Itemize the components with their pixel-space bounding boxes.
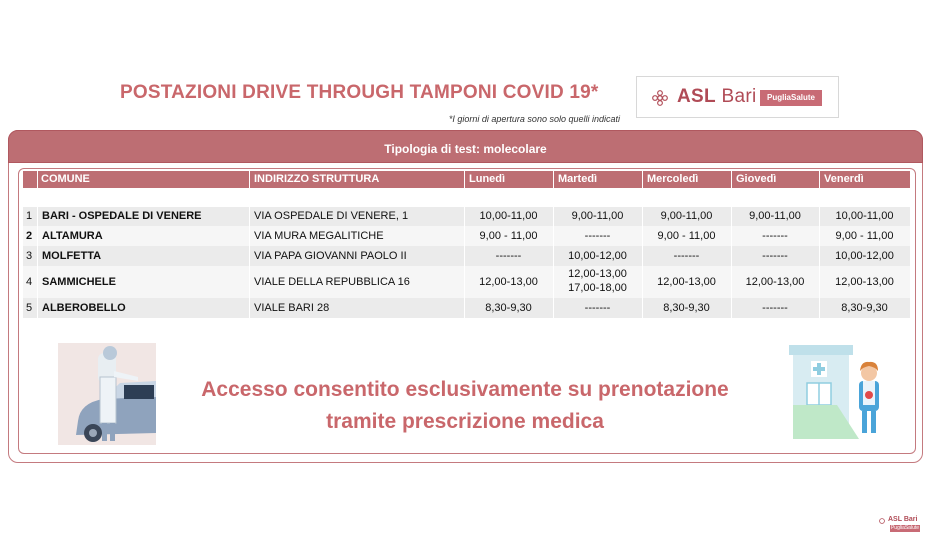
booking-notice: [160, 374, 770, 438]
col-comune: COMUNE: [41, 173, 90, 185]
column-divider: [642, 171, 643, 318]
column-divider: [249, 171, 250, 318]
table-row: 5 ALBEROBELLO VIALE BARI 28 8,30-9,30 ------- 8,30-9,30 ------- 8,30-9,30: [23, 298, 910, 318]
logo-tag: PugliaSalute: [760, 90, 822, 106]
table-row: 3 MOLFETTA VIA PAPA GIOVANNI PAOLO II ------- 10,00-12,00 ------- ------- 10,00-12,00: [23, 246, 910, 266]
opening-days-note: *I giorni di apertura sono solo quelli indicati: [448, 114, 620, 124]
column-divider: [819, 171, 820, 318]
table-row: 4 SAMMICHELE VIALE DELLA REPUBBLICA 16 12,00-13,00 12,00-13,00 17,00-18,00 12,00-13,00 12,00-13,00 12,00-13,00: [23, 266, 910, 298]
notice-line-2: tramite prescrizione medica: [326, 410, 604, 433]
flower-logo-icon: [878, 517, 886, 525]
col-mercoledi: Mercoledì: [642, 172, 731, 189]
page-title: POSTAZIONI DRIVE THROUGH TAMPONI COVID 19*: [120, 82, 599, 103]
table-row: 1 BARI - OSPEDALE DI VENERE VIA OSPEDALE DI VENERE, 1 10,00-11,00 9,00-11,00 9,00-11,00 9,00-11,00 10,00-11,00: [23, 207, 910, 226]
nurse-hospital-illustration: [789, 343, 887, 443]
footer-logo: ASL Bari PugliaSalute: [876, 516, 926, 536]
col-venerdi: Venerdì: [819, 172, 910, 189]
col-indirizzo: INDIRIZZO STRUTTURA: [249, 172, 464, 189]
notice-line-1: Accesso consentito esclusivamente su prenotazione: [201, 378, 729, 401]
column-divider: [464, 171, 465, 318]
col-lunedi: Lunedì: [464, 172, 553, 189]
column-divider: [37, 171, 38, 318]
flower-logo-icon: [651, 89, 669, 107]
table-row: 2 ALTAMURA VIA MURA MEGALITICHE 9,00 - 11,00 ------- 9,00 - 11,00 ------- 9,00 - 11,00: [23, 226, 910, 246]
logo-wordmark: ASL Bari: [677, 86, 757, 107]
col-giovedi: Giovedì: [731, 172, 819, 189]
test-type-label: Tipologia di test: molecolare: [384, 142, 547, 156]
column-divider: [731, 171, 732, 318]
col-martedi: Martedì: [553, 172, 642, 189]
asl-bari-logo: [636, 76, 839, 118]
column-divider: [553, 171, 554, 318]
drive-through-swab-illustration: [58, 343, 156, 445]
